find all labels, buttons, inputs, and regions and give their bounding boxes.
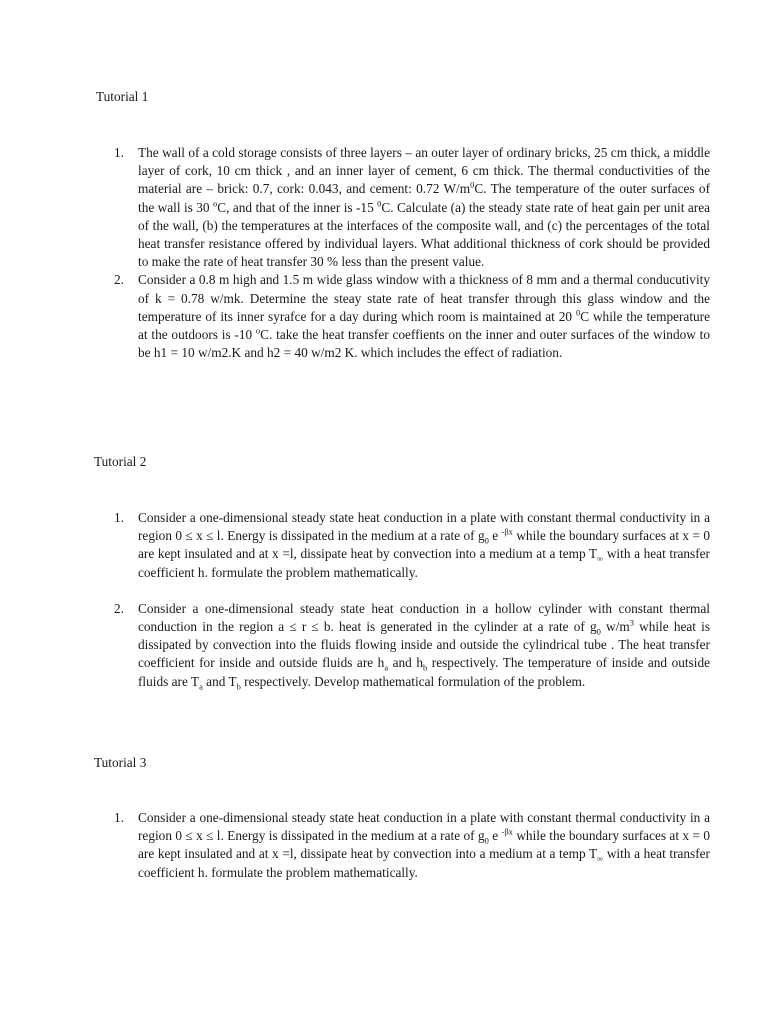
text-run: e bbox=[488, 528, 502, 544]
superscript: -βx bbox=[501, 526, 513, 537]
superscript: 0 bbox=[377, 198, 382, 209]
problem-text bbox=[138, 145, 710, 269]
tutorial-2-heading: Tutorial 2 bbox=[94, 454, 147, 469]
problem-text bbox=[138, 600, 711, 692]
problem-item bbox=[114, 809, 710, 882]
tutorial-1-heading: Tutorial 1 bbox=[96, 89, 149, 104]
text-run: C. The temperature of the outer surfaces of the wall is 30 bbox=[138, 181, 710, 215]
problem-item bbox=[114, 271, 711, 362]
text-run: while the boundary surfaces at x = 0 are kept insulated and at x =l, dissipate heat by convection into a medium at a temp T bbox=[138, 528, 710, 562]
subscript: b bbox=[423, 663, 428, 674]
problem-number: 2. bbox=[114, 272, 124, 288]
text-run: with a heat transfer coefficient h. formulate the problem mathematically. bbox=[138, 846, 710, 880]
subscript: ∞ bbox=[597, 854, 604, 865]
text-run: while heat is dissipated by convection into the fluids flowing inside and outside the cylindrical tube . The heat transfer coefficient for inside and outside fluids are h bbox=[138, 619, 710, 671]
problem-number: 1. bbox=[114, 510, 124, 525]
text-run: e bbox=[488, 828, 502, 844]
subscript: 0 bbox=[596, 626, 601, 637]
text-run: Consider a 0.8 m high and 1.5 m wide glass window with a thickness of 8 mm and a thermal conducutivity of k = 0.78 w/mk. Determine the steay state rate of heat transfer through this glass window and the temperature of its inner syrafce for a day during which room is maintained at 20 bbox=[138, 272, 710, 324]
text-run: C. take the heat transfer coeffients on the inner and outer surfaces of the window to be h1 = 10 w/m2.K and h2 = 40 w/m2 K. which includes the effect of radiation. bbox=[138, 327, 710, 361]
problem-item bbox=[114, 509, 710, 582]
tutorial-3-heading: Tutorial 3 bbox=[94, 755, 147, 770]
problem-text bbox=[138, 272, 710, 360]
text-run: Consider a one-dimensional steady state heat conduction in a plate with constant thermal conductivity in a region 0 ≤ x ≤ l. Energy is dissipated in the medium at a rate of g bbox=[138, 510, 710, 544]
problem-text bbox=[138, 510, 710, 580]
tutorial-1-problem-list bbox=[102, 144, 710, 362]
superscript: -βx bbox=[501, 826, 513, 837]
tutorial-2-problem-list bbox=[102, 509, 710, 691]
problem-number: 1. bbox=[114, 145, 124, 160]
text-run: with a heat transfer coefficient h. formulate the problem mathematically. bbox=[138, 546, 710, 580]
text-run: respectively. Develop mathematical formulation of the problem. bbox=[240, 673, 586, 689]
problem-number: 1. bbox=[114, 810, 124, 825]
problem-item bbox=[114, 600, 711, 692]
text-run: The wall of a cold storage consists of three layers – an outer layer of ordinary bricks, 25 cm thick, a middle layer of cork, 10 cm thick , and an inner layer of cement, 6 cm thick. The thermal conductivities of the material are – brick: 0.7, cork: 0.043, and cement: 0.72 W/m bbox=[138, 145, 710, 197]
subscript: b bbox=[236, 681, 241, 692]
subscript: 0 bbox=[484, 535, 489, 546]
text-run: w/m bbox=[600, 619, 630, 635]
subscript: a bbox=[199, 681, 203, 692]
superscript: 0 bbox=[575, 307, 581, 318]
superscript: 3 bbox=[629, 617, 634, 628]
text-run: respectively. The temperature of inside and outside fluids are T bbox=[138, 655, 711, 689]
superscript: o bbox=[255, 325, 261, 336]
superscript: o bbox=[212, 198, 218, 209]
text-run: C while the temperature at the outdoors is -10 bbox=[138, 308, 711, 343]
subscript: a bbox=[384, 663, 389, 674]
text-run: and T bbox=[202, 673, 237, 689]
problem-text bbox=[138, 810, 710, 880]
superscript: 0 bbox=[470, 179, 475, 190]
subscript: ∞ bbox=[597, 554, 604, 565]
text-run: and h bbox=[388, 655, 424, 671]
text-run: C. Calculate (a) the steady state rate of heat gain per unit area of the wall, (b) the temperatures at the interfaces of the composite wall, and (c) the percentages of the total heat transfer resistance offered by individual layers. What additional thickness of cork should be provided to make the rate of heat transfer 30 % less than the present value. bbox=[138, 199, 710, 270]
subscript: 0 bbox=[484, 835, 489, 846]
text-run: Consider a one-dimensional steady state heat conduction in a plate with constant thermal conductivity in a region 0 ≤ x ≤ l. Energy is dissipated in the medium at a rate of g bbox=[138, 810, 710, 844]
text-run: C, and that of the inner is -15 bbox=[217, 199, 378, 215]
problem-item bbox=[114, 144, 710, 271]
text-run: while the boundary surfaces at x = 0 are kept insulated and at x =l, dissipate heat by convection into a medium at a temp T bbox=[138, 828, 710, 862]
text-run: Consider a one-dimensional steady state heat conduction in a hollow cylinder with constant thermal conduction in the region a ≤ r ≤ b. heat is generated in the cylinder at a rate of g bbox=[138, 600, 710, 635]
tutorial-3-problem-list bbox=[102, 809, 710, 882]
problem-number: 2. bbox=[114, 600, 124, 616]
